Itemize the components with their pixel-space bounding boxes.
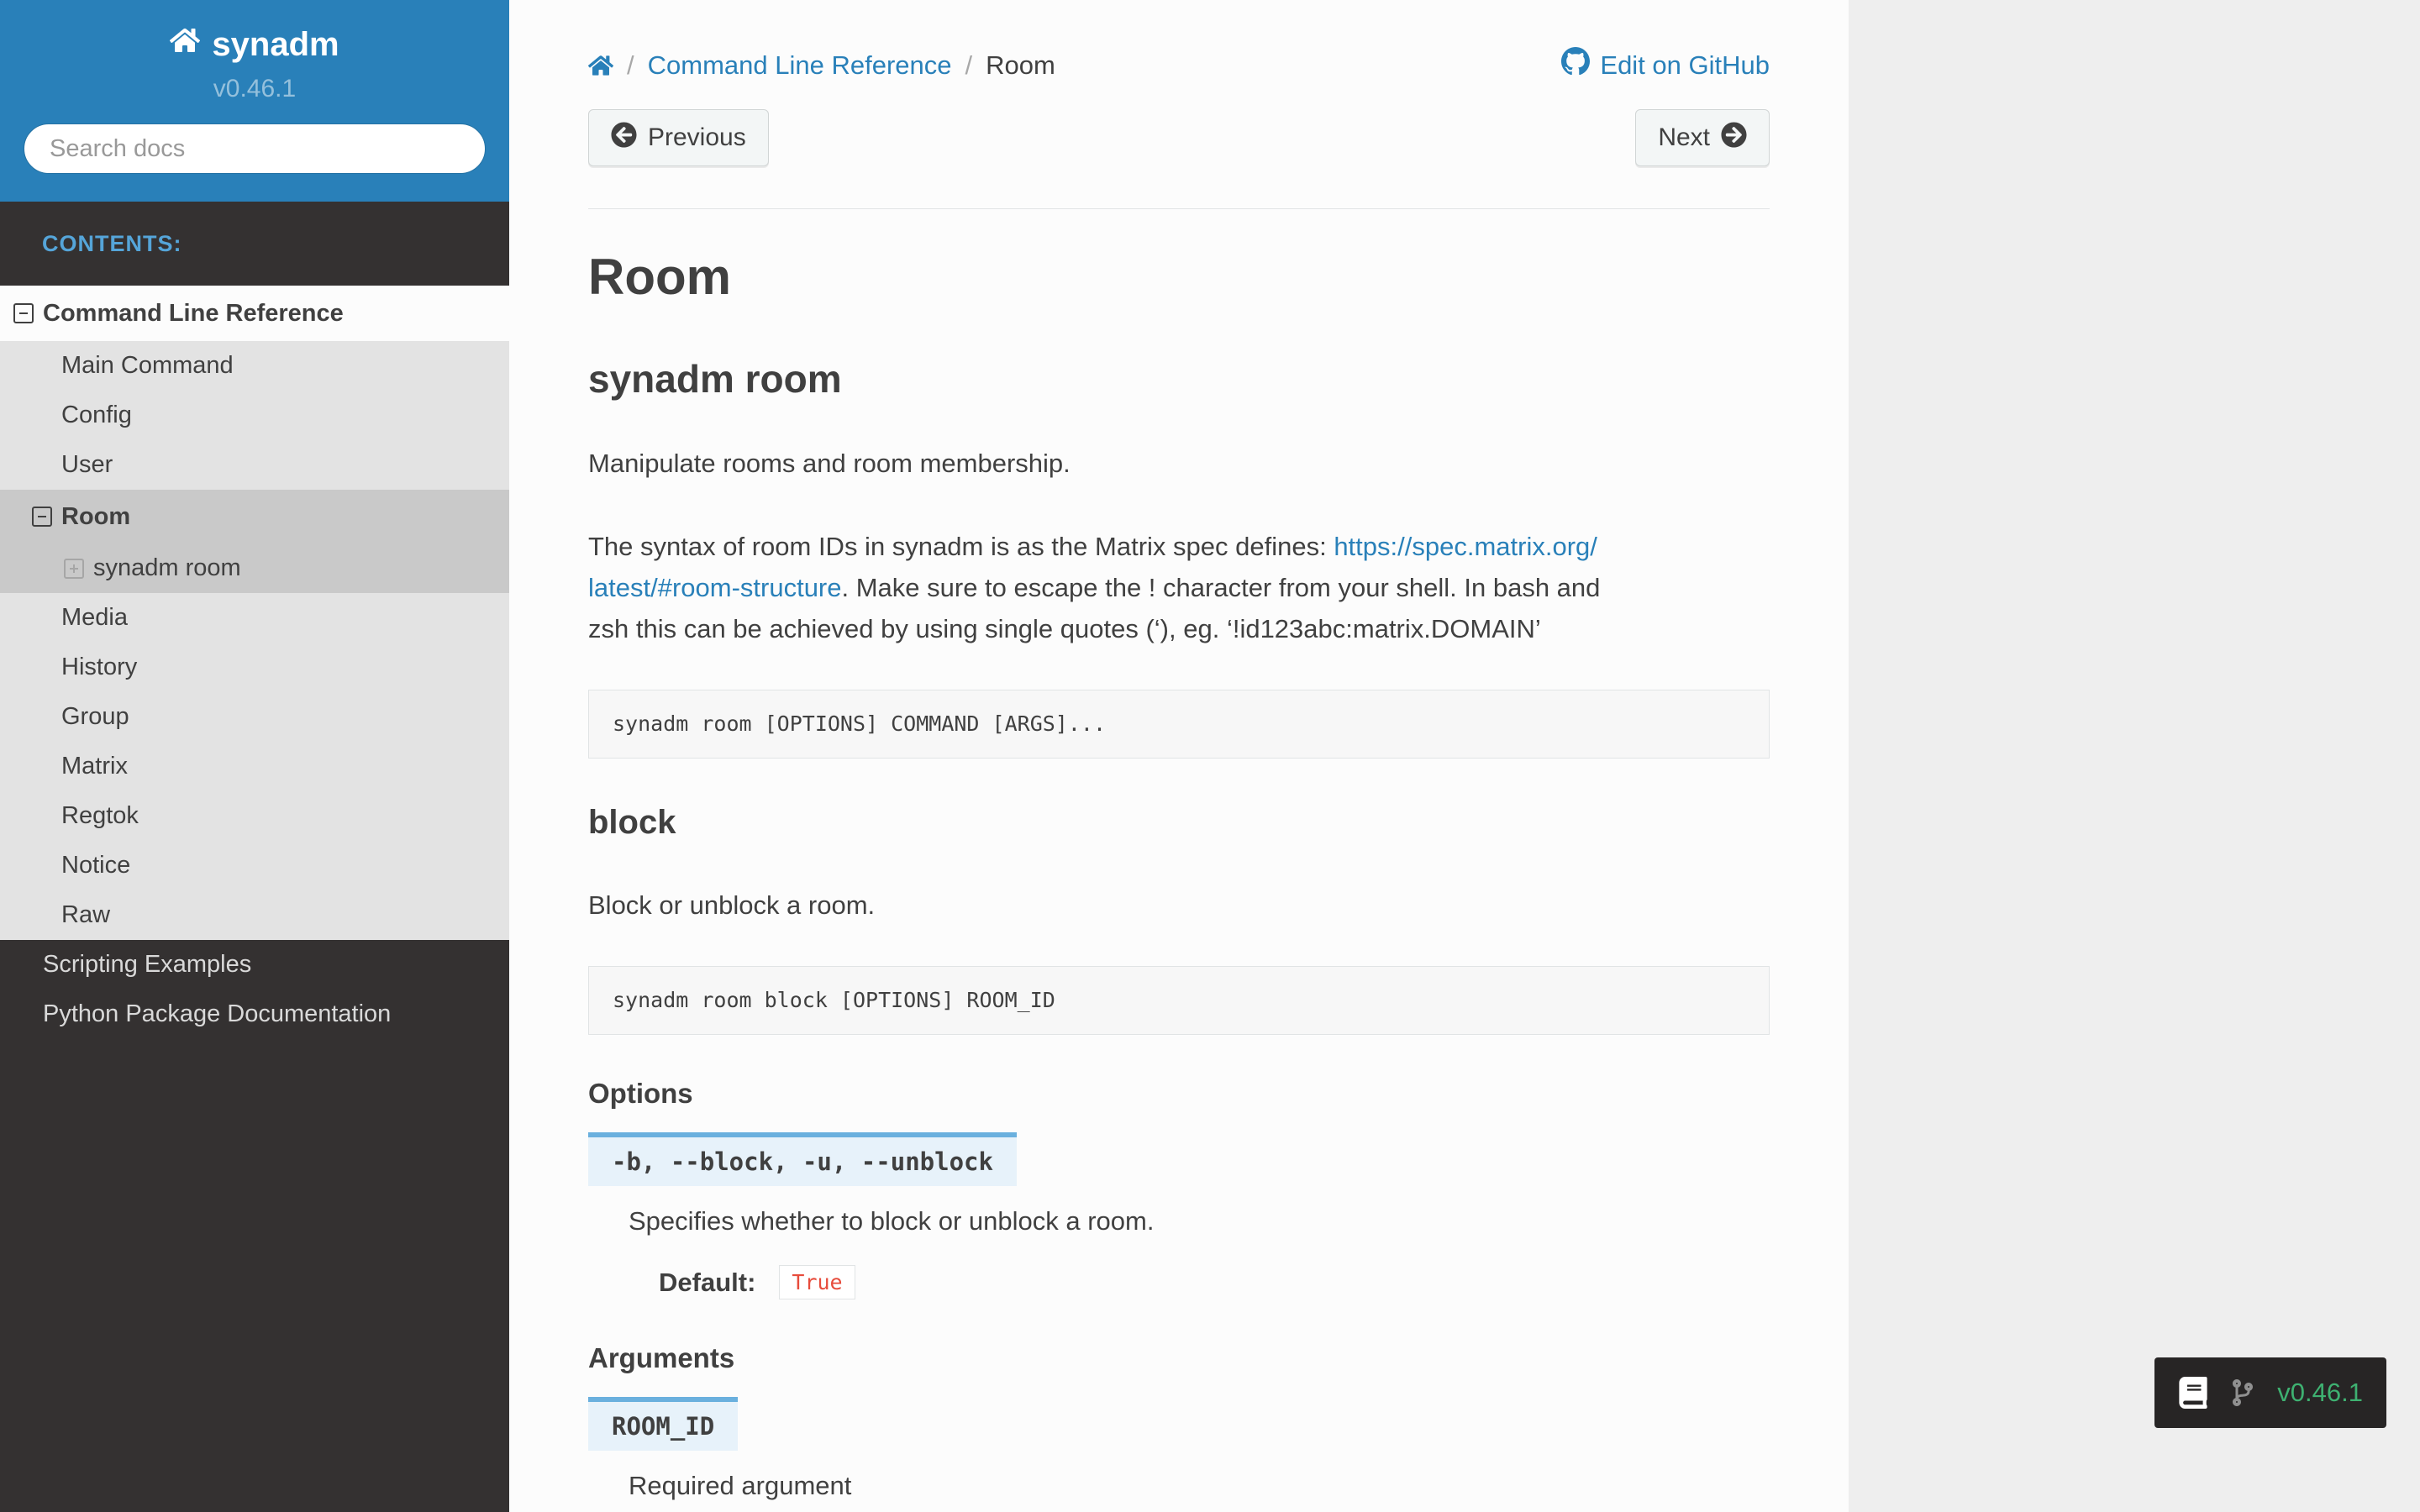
- breadcrumb-separator: /: [627, 50, 634, 80]
- option-description: Specifies whether to block or unblock a room.: [629, 1206, 1155, 1236]
- sidebar-item-history[interactable]: History: [61, 654, 138, 680]
- sidebar-item-regtok[interactable]: Regtok: [61, 802, 139, 829]
- sidebar-item-room[interactable]: Room: [0, 490, 509, 543]
- sidebar-item-config[interactable]: Config: [61, 402, 132, 428]
- arrow-circle-left-icon: [611, 122, 637, 155]
- code-branch-icon: [2232, 1379, 2254, 1406]
- intro-paragraph: Manipulate rooms and room membership.: [588, 449, 1071, 478]
- options-heading: Options: [588, 1078, 693, 1109]
- sidebar-item-raw[interactable]: Raw: [61, 901, 111, 928]
- sidebar-nav: [0, 286, 509, 1039]
- next-button[interactable]: Next: [1635, 109, 1770, 166]
- syntax-paragraph: The syntax of room IDs in synadm is as the Matrix spec defines: https://spec.matrix.org/ latest/#room-structure. Make sure to escape the ! character from your shell. In bash and zsh this can be achieved by using single quotes (‘), eg. ‘!id123abc:matrix.DOMAIN’: [588, 532, 1601, 643]
- nav-group-clr-children: [0, 341, 509, 490]
- pager: [588, 109, 1770, 166]
- sidebar-item-user[interactable]: User: [61, 451, 113, 478]
- default-label: Default:: [659, 1267, 756, 1297]
- argument-description: Required argument: [629, 1471, 852, 1500]
- usage-code-block: [588, 690, 1770, 759]
- sidebar-item-group[interactable]: Group: [61, 703, 129, 730]
- sidebar-header: [0, 0, 509, 202]
- home-icon: [170, 25, 200, 63]
- readthedocs-flyout[interactable]: [2154, 1357, 2386, 1428]
- sidebar-item-media[interactable]: Media: [61, 604, 128, 631]
- block-description: Block or unblock a room.: [588, 890, 876, 920]
- argument-signature: ROOM_ID: [588, 1397, 738, 1451]
- nav-group-room-current: [0, 490, 509, 593]
- block-usage-code-block: [588, 966, 1770, 1035]
- sidebar-item-notice[interactable]: Notice: [61, 852, 131, 879]
- home-icon: [588, 53, 613, 78]
- contents-caption: CONTENTS:: [42, 230, 182, 256]
- breadcrumb-section-link[interactable]: Command Line Reference: [647, 50, 952, 80]
- nav-group-after-room: [0, 593, 509, 940]
- edit-on-github-link[interactable]: Edit on GitHub: [1561, 47, 1770, 84]
- book-icon: [2178, 1377, 2208, 1409]
- default-value-badge: True: [779, 1265, 855, 1299]
- sidebar-title: synadm: [212, 25, 339, 63]
- main-content: [509, 0, 1849, 1512]
- arguments-heading: Arguments: [588, 1342, 735, 1373]
- page-title: Room: [588, 249, 731, 305]
- sidebar-brand-link[interactable]: [0, 0, 509, 63]
- github-icon: [1561, 47, 1590, 84]
- sidebar-item-scripting-examples[interactable]: Scripting Examples: [43, 951, 252, 978]
- sidebar: [0, 0, 509, 1512]
- expand-plus-icon[interactable]: [64, 559, 84, 579]
- section-heading-synadm-room: synadm room: [588, 357, 842, 401]
- sidebar-item-main-command[interactable]: Main Command: [61, 352, 234, 379]
- section-heading-block: block: [588, 804, 676, 841]
- breadcrumb-home-link[interactable]: [588, 53, 613, 78]
- sidebar-item-matrix[interactable]: Matrix: [61, 753, 128, 780]
- block-usage-code: synadm room block [OPTIONS] ROOM_ID: [613, 988, 1055, 1012]
- sidebar-item-command-line-reference[interactable]: Command Line Reference: [0, 286, 509, 341]
- option-default-row: [659, 1265, 1770, 1299]
- option-signature: -b, --block, -u, --unblock: [588, 1132, 1017, 1186]
- collapse-minus-icon[interactable]: [32, 507, 52, 527]
- breadcrumb-current: Room: [986, 50, 1055, 80]
- sidebar-version: v0.46.1: [213, 75, 297, 102]
- search-input[interactable]: [24, 123, 486, 174]
- breadcrumb-divider: [588, 208, 1770, 209]
- sidebar-item-synadm-room[interactable]: synadm room: [0, 543, 509, 593]
- collapse-minus-icon[interactable]: [13, 303, 34, 323]
- flyout-version: v0.46.1: [2277, 1378, 2363, 1407]
- usage-code: synadm room [OPTIONS] COMMAND [ARGS]...: [613, 711, 1106, 736]
- matrix-spec-link[interactable]: https://spec.matrix.org/ latest/#room-structure: [588, 532, 1597, 602]
- arrow-circle-right-icon: [1721, 122, 1747, 155]
- sidebar-item-python-package-documentation[interactable]: Python Package Documentation: [43, 1000, 392, 1027]
- previous-button[interactable]: Previous: [588, 109, 769, 166]
- breadcrumb-separator: /: [965, 50, 973, 80]
- breadcrumb: [588, 47, 1770, 84]
